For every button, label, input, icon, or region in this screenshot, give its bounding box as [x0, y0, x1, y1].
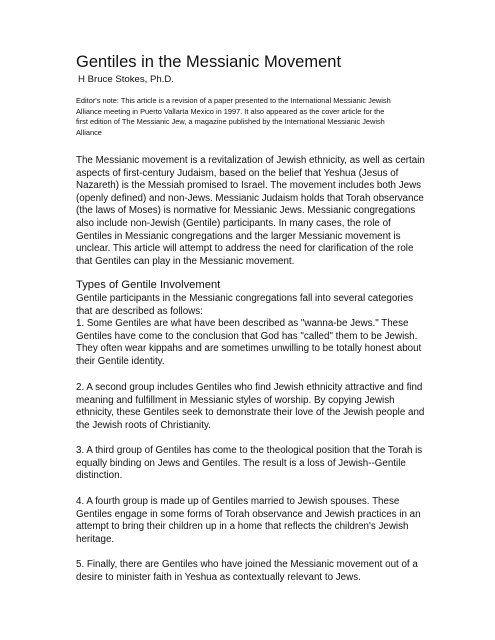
text-line: 3. A third group of Gentiles has come to the theological position that the Torah is: [76, 445, 423, 456]
text-line: 4. A fourth group is made up of Gentiles married to Jewish spouses. These: [76, 496, 400, 507]
text-line: unclear. This article will attempt to address the need for clarification of the role: [76, 243, 414, 255]
text-line: Nazareth) is the Messiah promised to Israel. The movement includes both Jews: [76, 180, 422, 192]
text-line: Gentile participants in the Messianic congregations fall into several categories: [76, 293, 414, 304]
note-line: Alliance meeting in Puerto Vallarta Mexico in 1997. It also appeared as the cover article for the: [76, 106, 385, 116]
text-line: attempt to bring their children up in a home that reflects the children's Jewish: [76, 521, 409, 533]
text-line: The Messianic movement is a revitalization of Jewish ethnicity, as well as certain: [76, 155, 425, 166]
text-line: that Gentiles can play in the Messianic movement.: [76, 255, 295, 267]
paragraph-2: [76, 382, 448, 432]
text-line: (the laws of Moses) is normative for Messianic Jews. Messianic congregations: [76, 205, 416, 217]
document-title: Gentiles in the Messianic Movement: [76, 53, 342, 71]
text-line: desire to minister faith in Yeshua as contextually relevant to Jews.: [76, 571, 361, 583]
text-line: the Jewish roots of Christianity.: [76, 419, 211, 431]
text-line: also include non-Jewish (Gentile) participants. In many cases, the role of: [76, 217, 391, 229]
editors-note: [76, 96, 446, 138]
note-line: first edition of The Messianic Jew, a magazine published by the International Messianic Jewish: [76, 117, 385, 126]
paragraph-5: [76, 559, 448, 584]
note-line: Editor's note: This article is a revision of a paper presented to the International Messianic Jewish: [76, 96, 391, 105]
text-line: that are described as follows:: [76, 305, 203, 317]
text-line: equally binding on Jews and Gentiles. The result is a loss of Jewish--Gentile: [76, 457, 406, 469]
intro-paragraph: [76, 155, 448, 268]
text-line: They often wear kippahs and are sometimes unwilling to be totally honest about: [76, 343, 422, 355]
text-line: meaning and fulfillment in Messianic styles of worship. By copying Jewish: [76, 394, 395, 406]
section-intro-paragraph: [76, 293, 448, 369]
text-line: 5. Finally, there are Gentiles who have joined the Messianic movement out of a: [76, 559, 418, 570]
section-heading: Types of Gentile Involvement: [76, 279, 221, 291]
author-line: H Bruce Stokes, Ph.D.: [78, 74, 174, 85]
text-line: their Gentile identity.: [76, 355, 165, 367]
text-line: Gentiles engage in some forms of Torah observance and Jewish practices in an: [76, 508, 421, 520]
text-line: (openly defined) and non-Jews. Messianic Judaism holds that Torah observance: [76, 192, 424, 204]
text-line: 1. Some Gentiles are what have been described as "wanna-be Jews." These: [76, 318, 409, 330]
text-line: heritage.: [76, 533, 115, 545]
text-line: distinction.: [76, 470, 123, 482]
text-line: Gentiles have come to the conclusion that God has "called" them to be Jewish.: [76, 330, 418, 342]
text-line: Gentiles in Messianic congregations and the larger Messianic movement is: [76, 230, 401, 242]
note-line: Alliance: [76, 127, 102, 137]
paragraph-3: [76, 445, 448, 483]
paragraph-4: [76, 496, 448, 546]
text-line: ethnicity, these Gentiles seek to demonstrate their love of the Jewish people and: [76, 407, 425, 419]
text-line: aspects of first-century Judaism, based on the belief that Yeshua (Jesus of: [76, 167, 399, 179]
text-line: 2. A second group includes Gentiles who find Jewish ethnicity attractive and find: [76, 382, 423, 393]
